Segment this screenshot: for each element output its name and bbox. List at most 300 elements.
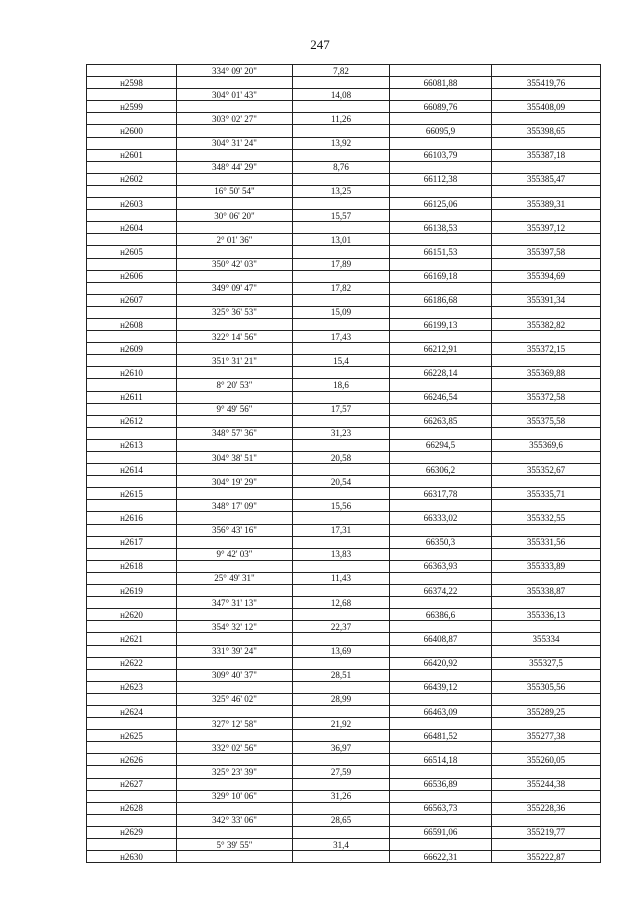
point-row <box>87 754 601 766</box>
y-coordinate-cell <box>492 718 601 730</box>
point-name-cell: н2622 <box>87 657 177 669</box>
x-coordinate-cell <box>390 427 492 439</box>
y-coordinate-cell: 355333,89 <box>492 560 601 572</box>
x-coordinate-cell: 66103,79 <box>390 149 492 161</box>
x-coordinate-cell: 66186,68 <box>390 294 492 306</box>
direction-angle-cell: 327° 12' 58" <box>177 718 293 730</box>
segment-length-cell <box>293 77 390 89</box>
x-coordinate-cell <box>390 621 492 633</box>
point-name-cell: н2618 <box>87 560 177 572</box>
x-coordinate-cell <box>390 742 492 754</box>
y-coordinate-cell: 355398,65 <box>492 125 601 137</box>
x-coordinate-cell: 66212,91 <box>390 343 492 355</box>
segment-length-cell: 11,43 <box>293 572 390 584</box>
direction-angle-cell: 331° 39' 24" <box>177 645 293 657</box>
point-row <box>87 415 601 427</box>
direction-angle-cell: 325° 36' 53" <box>177 306 293 318</box>
segment-length-cell <box>293 439 390 451</box>
point-row <box>87 77 601 89</box>
y-coordinate-cell: 355352,67 <box>492 464 601 476</box>
y-coordinate-cell: 355338,87 <box>492 585 601 597</box>
point-row <box>87 609 601 621</box>
y-coordinate-cell: 355394,69 <box>492 270 601 282</box>
y-coordinate-cell <box>492 379 601 391</box>
segment-row <box>87 161 601 173</box>
x-coordinate-cell <box>390 669 492 681</box>
point-name-cell: н2607 <box>87 294 177 306</box>
point-name-cell: н2615 <box>87 488 177 500</box>
direction-angle-cell <box>177 826 293 838</box>
x-coordinate-cell <box>390 258 492 270</box>
direction-angle-cell <box>177 222 293 234</box>
segment-length-cell <box>293 585 390 597</box>
direction-angle-cell: 9° 42' 03" <box>177 548 293 560</box>
point-name-cell: н2630 <box>87 851 177 863</box>
y-coordinate-cell <box>492 524 601 536</box>
y-coordinate-cell: 355244,38 <box>492 778 601 790</box>
x-coordinate-cell <box>390 185 492 197</box>
y-coordinate-cell: 355334 <box>492 633 601 645</box>
point-name-cell <box>87 839 177 851</box>
segment-length-cell: 14,08 <box>293 89 390 101</box>
direction-angle-cell <box>177 415 293 427</box>
x-coordinate-cell: 66317,78 <box>390 488 492 500</box>
x-coordinate-cell: 66333,02 <box>390 512 492 524</box>
segment-length-cell <box>293 657 390 669</box>
point-name-cell <box>87 137 177 149</box>
y-coordinate-cell: 355372,15 <box>492 343 601 355</box>
point-row <box>87 318 601 330</box>
segment-length-cell <box>293 294 390 306</box>
point-name-cell <box>87 645 177 657</box>
x-coordinate-cell: 66563,73 <box>390 802 492 814</box>
segment-length-cell <box>293 705 390 717</box>
direction-angle-cell <box>177 246 293 258</box>
y-coordinate-cell: 355382,82 <box>492 318 601 330</box>
direction-angle-cell: 322° 14' 56" <box>177 331 293 343</box>
point-name-cell <box>87 403 177 415</box>
point-name-cell: н2617 <box>87 536 177 548</box>
direction-angle-cell <box>177 101 293 113</box>
y-coordinate-cell: 355419,76 <box>492 77 601 89</box>
segment-length-cell <box>293 222 390 234</box>
x-coordinate-cell: 66294,5 <box>390 439 492 451</box>
segment-length-cell <box>293 464 390 476</box>
x-coordinate-cell: 66151,53 <box>390 246 492 258</box>
direction-angle-cell: 30° 06' 20" <box>177 210 293 222</box>
segment-length-cell: 21,92 <box>293 718 390 730</box>
x-coordinate-cell: 66095,9 <box>390 125 492 137</box>
y-coordinate-cell <box>492 814 601 826</box>
point-row <box>87 343 601 355</box>
x-coordinate-cell: 66463,09 <box>390 705 492 717</box>
segment-row <box>87 89 601 101</box>
segment-length-cell <box>293 560 390 572</box>
direction-angle-cell: 325° 46' 02" <box>177 693 293 705</box>
direction-angle-cell: 9° 49' 56" <box>177 403 293 415</box>
direction-angle-cell: 334° 09' 20" <box>177 65 293 77</box>
segment-row <box>87 113 601 125</box>
point-name-cell: н2628 <box>87 802 177 814</box>
direction-angle-cell: 356° 43' 16" <box>177 524 293 536</box>
point-row <box>87 826 601 838</box>
y-coordinate-cell <box>492 331 601 343</box>
point-name-cell: н2623 <box>87 681 177 693</box>
point-name-cell <box>87 718 177 730</box>
x-coordinate-cell: 66169,18 <box>390 270 492 282</box>
point-row <box>87 270 601 282</box>
direction-angle-cell <box>177 512 293 524</box>
segment-row <box>87 258 601 270</box>
point-row <box>87 439 601 451</box>
segment-length-cell: 13,83 <box>293 548 390 560</box>
segment-length-cell <box>293 367 390 379</box>
point-name-cell: н2620 <box>87 609 177 621</box>
segment-row <box>87 185 601 197</box>
direction-angle-cell: 350° 42' 03" <box>177 258 293 270</box>
x-coordinate-cell: 66246,54 <box>390 391 492 403</box>
point-name-cell: н2616 <box>87 512 177 524</box>
point-row <box>87 851 601 863</box>
direction-angle-cell <box>177 318 293 330</box>
y-coordinate-cell: 355336,13 <box>492 609 601 621</box>
x-coordinate-cell: 66112,38 <box>390 173 492 185</box>
segment-length-cell: 15,09 <box>293 306 390 318</box>
segment-row <box>87 814 601 826</box>
direction-angle-cell <box>177 367 293 379</box>
segment-row <box>87 234 601 246</box>
direction-angle-cell <box>177 536 293 548</box>
y-coordinate-cell <box>492 258 601 270</box>
y-coordinate-cell <box>492 621 601 633</box>
point-row <box>87 657 601 669</box>
point-name-cell <box>87 427 177 439</box>
x-coordinate-cell <box>390 403 492 415</box>
point-name-cell <box>87 65 177 77</box>
x-coordinate-cell: 66591,06 <box>390 826 492 838</box>
direction-angle-cell: 347° 31' 13" <box>177 597 293 609</box>
point-row <box>87 198 601 210</box>
segment-length-cell: 27,59 <box>293 766 390 778</box>
x-coordinate-cell <box>390 524 492 536</box>
point-name-cell <box>87 89 177 101</box>
x-coordinate-cell: 66306,2 <box>390 464 492 476</box>
segment-length-cell <box>293 198 390 210</box>
segment-length-cell: 31,4 <box>293 839 390 851</box>
point-name-cell <box>87 113 177 125</box>
segment-row <box>87 742 601 754</box>
x-coordinate-cell <box>390 282 492 294</box>
segment-row <box>87 476 601 488</box>
point-row <box>87 560 601 572</box>
y-coordinate-cell <box>492 452 601 464</box>
x-coordinate-cell: 66439,12 <box>390 681 492 693</box>
x-coordinate-cell <box>390 355 492 367</box>
direction-angle-cell: 351° 31' 21" <box>177 355 293 367</box>
direction-angle-cell <box>177 343 293 355</box>
segment-row <box>87 452 601 464</box>
x-coordinate-cell <box>390 306 492 318</box>
segment-length-cell: 15,57 <box>293 210 390 222</box>
direction-angle-cell: 303° 02' 27" <box>177 113 293 125</box>
point-name-cell: н2611 <box>87 391 177 403</box>
segment-length-cell: 15,4 <box>293 355 390 367</box>
direction-angle-cell: 25° 49' 31" <box>177 572 293 584</box>
x-coordinate-cell: 66363,93 <box>390 560 492 572</box>
x-coordinate-cell: 66420,92 <box>390 657 492 669</box>
segment-row <box>87 331 601 343</box>
y-coordinate-cell <box>492 645 601 657</box>
segment-length-cell: 20,58 <box>293 452 390 464</box>
segment-row <box>87 572 601 584</box>
y-coordinate-cell: 355372,58 <box>492 391 601 403</box>
y-coordinate-cell <box>492 234 601 246</box>
point-name-cell <box>87 161 177 173</box>
point-name-cell <box>87 548 177 560</box>
direction-angle-cell: 342° 33' 06" <box>177 814 293 826</box>
segment-length-cell: 8,76 <box>293 161 390 173</box>
coordinates-table <box>86 64 601 863</box>
segment-row <box>87 621 601 633</box>
point-name-cell <box>87 524 177 536</box>
point-name-cell: н2601 <box>87 149 177 161</box>
point-name-cell: н2609 <box>87 343 177 355</box>
x-coordinate-cell <box>390 839 492 851</box>
y-coordinate-cell <box>492 185 601 197</box>
point-row <box>87 294 601 306</box>
direction-angle-cell <box>177 657 293 669</box>
y-coordinate-cell <box>492 137 601 149</box>
point-name-cell: н2599 <box>87 101 177 113</box>
point-name-cell <box>87 500 177 512</box>
point-name-cell <box>87 693 177 705</box>
segment-length-cell <box>293 173 390 185</box>
point-row <box>87 681 601 693</box>
segment-length-cell: 36,97 <box>293 742 390 754</box>
page-number: 247 <box>310 37 330 52</box>
segment-row <box>87 282 601 294</box>
point-name-cell <box>87 597 177 609</box>
segment-length-cell <box>293 149 390 161</box>
y-coordinate-cell: 355289,25 <box>492 705 601 717</box>
point-row <box>87 585 601 597</box>
segment-length-cell <box>293 318 390 330</box>
segment-row <box>87 669 601 681</box>
y-coordinate-cell <box>492 89 601 101</box>
segment-length-cell <box>293 125 390 137</box>
segment-row <box>87 839 601 851</box>
x-coordinate-cell <box>390 693 492 705</box>
x-coordinate-cell: 66263,85 <box>390 415 492 427</box>
direction-angle-cell <box>177 125 293 137</box>
direction-angle-cell <box>177 609 293 621</box>
segment-length-cell <box>293 488 390 500</box>
segment-length-cell: 31,23 <box>293 427 390 439</box>
point-name-cell: н2598 <box>87 77 177 89</box>
x-coordinate-cell <box>390 645 492 657</box>
segment-length-cell: 17,31 <box>293 524 390 536</box>
point-name-cell <box>87 669 177 681</box>
direction-angle-cell <box>177 198 293 210</box>
point-name-cell <box>87 185 177 197</box>
y-coordinate-cell: 355332,55 <box>492 512 601 524</box>
y-coordinate-cell <box>492 693 601 705</box>
point-row <box>87 802 601 814</box>
y-coordinate-cell <box>492 476 601 488</box>
segment-length-cell <box>293 391 390 403</box>
point-name-cell <box>87 621 177 633</box>
segment-row <box>87 766 601 778</box>
segment-length-cell: 31,26 <box>293 790 390 802</box>
y-coordinate-cell: 355369,6 <box>492 439 601 451</box>
y-coordinate-cell: 355331,56 <box>492 536 601 548</box>
point-name-cell: н2608 <box>87 318 177 330</box>
y-coordinate-cell <box>492 790 601 802</box>
point-name-cell: н2600 <box>87 125 177 137</box>
segment-length-cell: 12,68 <box>293 597 390 609</box>
x-coordinate-cell <box>390 210 492 222</box>
segment-length-cell: 17,89 <box>293 258 390 270</box>
x-coordinate-cell <box>390 89 492 101</box>
point-name-cell <box>87 766 177 778</box>
segment-length-cell: 7,82 <box>293 65 390 77</box>
y-coordinate-cell: 355260,05 <box>492 754 601 766</box>
x-coordinate-cell <box>390 161 492 173</box>
y-coordinate-cell: 355387,18 <box>492 149 601 161</box>
point-name-cell: н2613 <box>87 439 177 451</box>
direction-angle-cell: 8° 20' 53" <box>177 379 293 391</box>
y-coordinate-cell: 355335,71 <box>492 488 601 500</box>
point-name-cell: н2626 <box>87 754 177 766</box>
point-name-cell <box>87 814 177 826</box>
x-coordinate-cell: 66386,6 <box>390 609 492 621</box>
direction-angle-cell: 304° 01' 43" <box>177 89 293 101</box>
segment-row <box>87 500 601 512</box>
point-name-cell <box>87 476 177 488</box>
point-name-cell <box>87 572 177 584</box>
y-coordinate-cell <box>492 161 601 173</box>
segment-length-cell <box>293 609 390 621</box>
segment-length-cell: 22,37 <box>293 621 390 633</box>
x-coordinate-cell <box>390 597 492 609</box>
x-coordinate-cell <box>390 65 492 77</box>
segment-row <box>87 210 601 222</box>
point-name-cell: н2603 <box>87 198 177 210</box>
x-coordinate-cell: 66081,88 <box>390 77 492 89</box>
direction-angle-cell <box>177 294 293 306</box>
point-row <box>87 488 601 500</box>
x-coordinate-cell: 66125,06 <box>390 198 492 210</box>
segment-length-cell: 28,51 <box>293 669 390 681</box>
point-row <box>87 512 601 524</box>
point-name-cell <box>87 258 177 270</box>
point-row <box>87 149 601 161</box>
direction-angle-cell: 325° 23' 39" <box>177 766 293 778</box>
segment-length-cell <box>293 778 390 790</box>
segment-row <box>87 693 601 705</box>
point-name-cell <box>87 379 177 391</box>
x-coordinate-cell <box>390 718 492 730</box>
segment-length-cell <box>293 730 390 742</box>
x-coordinate-cell: 66536,89 <box>390 778 492 790</box>
y-coordinate-cell <box>492 427 601 439</box>
direction-angle-cell <box>177 488 293 500</box>
segment-length-cell <box>293 802 390 814</box>
point-row <box>87 778 601 790</box>
point-row <box>87 705 601 717</box>
direction-angle-cell: 349° 09' 47" <box>177 282 293 294</box>
segment-length-cell <box>293 754 390 766</box>
point-row <box>87 101 601 113</box>
direction-angle-cell <box>177 270 293 282</box>
x-coordinate-cell <box>390 113 492 125</box>
direction-angle-cell: 309° 40' 37" <box>177 669 293 681</box>
segment-length-cell <box>293 633 390 645</box>
segment-length-cell: 13,25 <box>293 185 390 197</box>
x-coordinate-cell: 66089,76 <box>390 101 492 113</box>
point-row <box>87 367 601 379</box>
segment-row <box>87 718 601 730</box>
point-name-cell <box>87 210 177 222</box>
direction-angle-cell <box>177 149 293 161</box>
direction-angle-cell: 16° 50' 54" <box>177 185 293 197</box>
x-coordinate-cell: 66481,52 <box>390 730 492 742</box>
x-coordinate-cell: 66138,53 <box>390 222 492 234</box>
direction-angle-cell <box>177 705 293 717</box>
y-coordinate-cell: 355391,34 <box>492 294 601 306</box>
segment-length-cell: 17,57 <box>293 403 390 415</box>
segment-length-cell <box>293 415 390 427</box>
point-name-cell <box>87 234 177 246</box>
segment-length-cell: 17,82 <box>293 282 390 294</box>
x-coordinate-cell <box>390 790 492 802</box>
direction-angle-cell <box>177 585 293 597</box>
direction-angle-cell: 332° 02' 56" <box>177 742 293 754</box>
y-coordinate-cell: 355305,56 <box>492 681 601 693</box>
x-coordinate-cell: 66514,18 <box>390 754 492 766</box>
segment-length-cell <box>293 101 390 113</box>
y-coordinate-cell: 355222,87 <box>492 851 601 863</box>
direction-angle-cell <box>177 633 293 645</box>
direction-angle-cell <box>177 730 293 742</box>
direction-angle-cell: 304° 19' 29" <box>177 476 293 488</box>
point-row <box>87 536 601 548</box>
segment-length-cell: 17,43 <box>293 331 390 343</box>
segment-length-cell <box>293 246 390 258</box>
point-name-cell <box>87 452 177 464</box>
point-row <box>87 464 601 476</box>
segment-length-cell: 20,54 <box>293 476 390 488</box>
segment-row <box>87 306 601 318</box>
segment-length-cell <box>293 512 390 524</box>
segment-length-cell: 18,6 <box>293 379 390 391</box>
segment-length-cell: 11,26 <box>293 113 390 125</box>
y-coordinate-cell: 355397,58 <box>492 246 601 258</box>
y-coordinate-cell <box>492 572 601 584</box>
y-coordinate-cell <box>492 355 601 367</box>
point-name-cell: н2614 <box>87 464 177 476</box>
direction-angle-cell <box>177 681 293 693</box>
segment-length-cell <box>293 343 390 355</box>
y-coordinate-cell <box>492 306 601 318</box>
y-coordinate-cell <box>492 669 601 681</box>
x-coordinate-cell: 66408,87 <box>390 633 492 645</box>
point-name-cell <box>87 742 177 754</box>
x-coordinate-cell <box>390 476 492 488</box>
segment-length-cell: 13,01 <box>293 234 390 246</box>
point-name-cell: н2602 <box>87 173 177 185</box>
point-name-cell <box>87 306 177 318</box>
